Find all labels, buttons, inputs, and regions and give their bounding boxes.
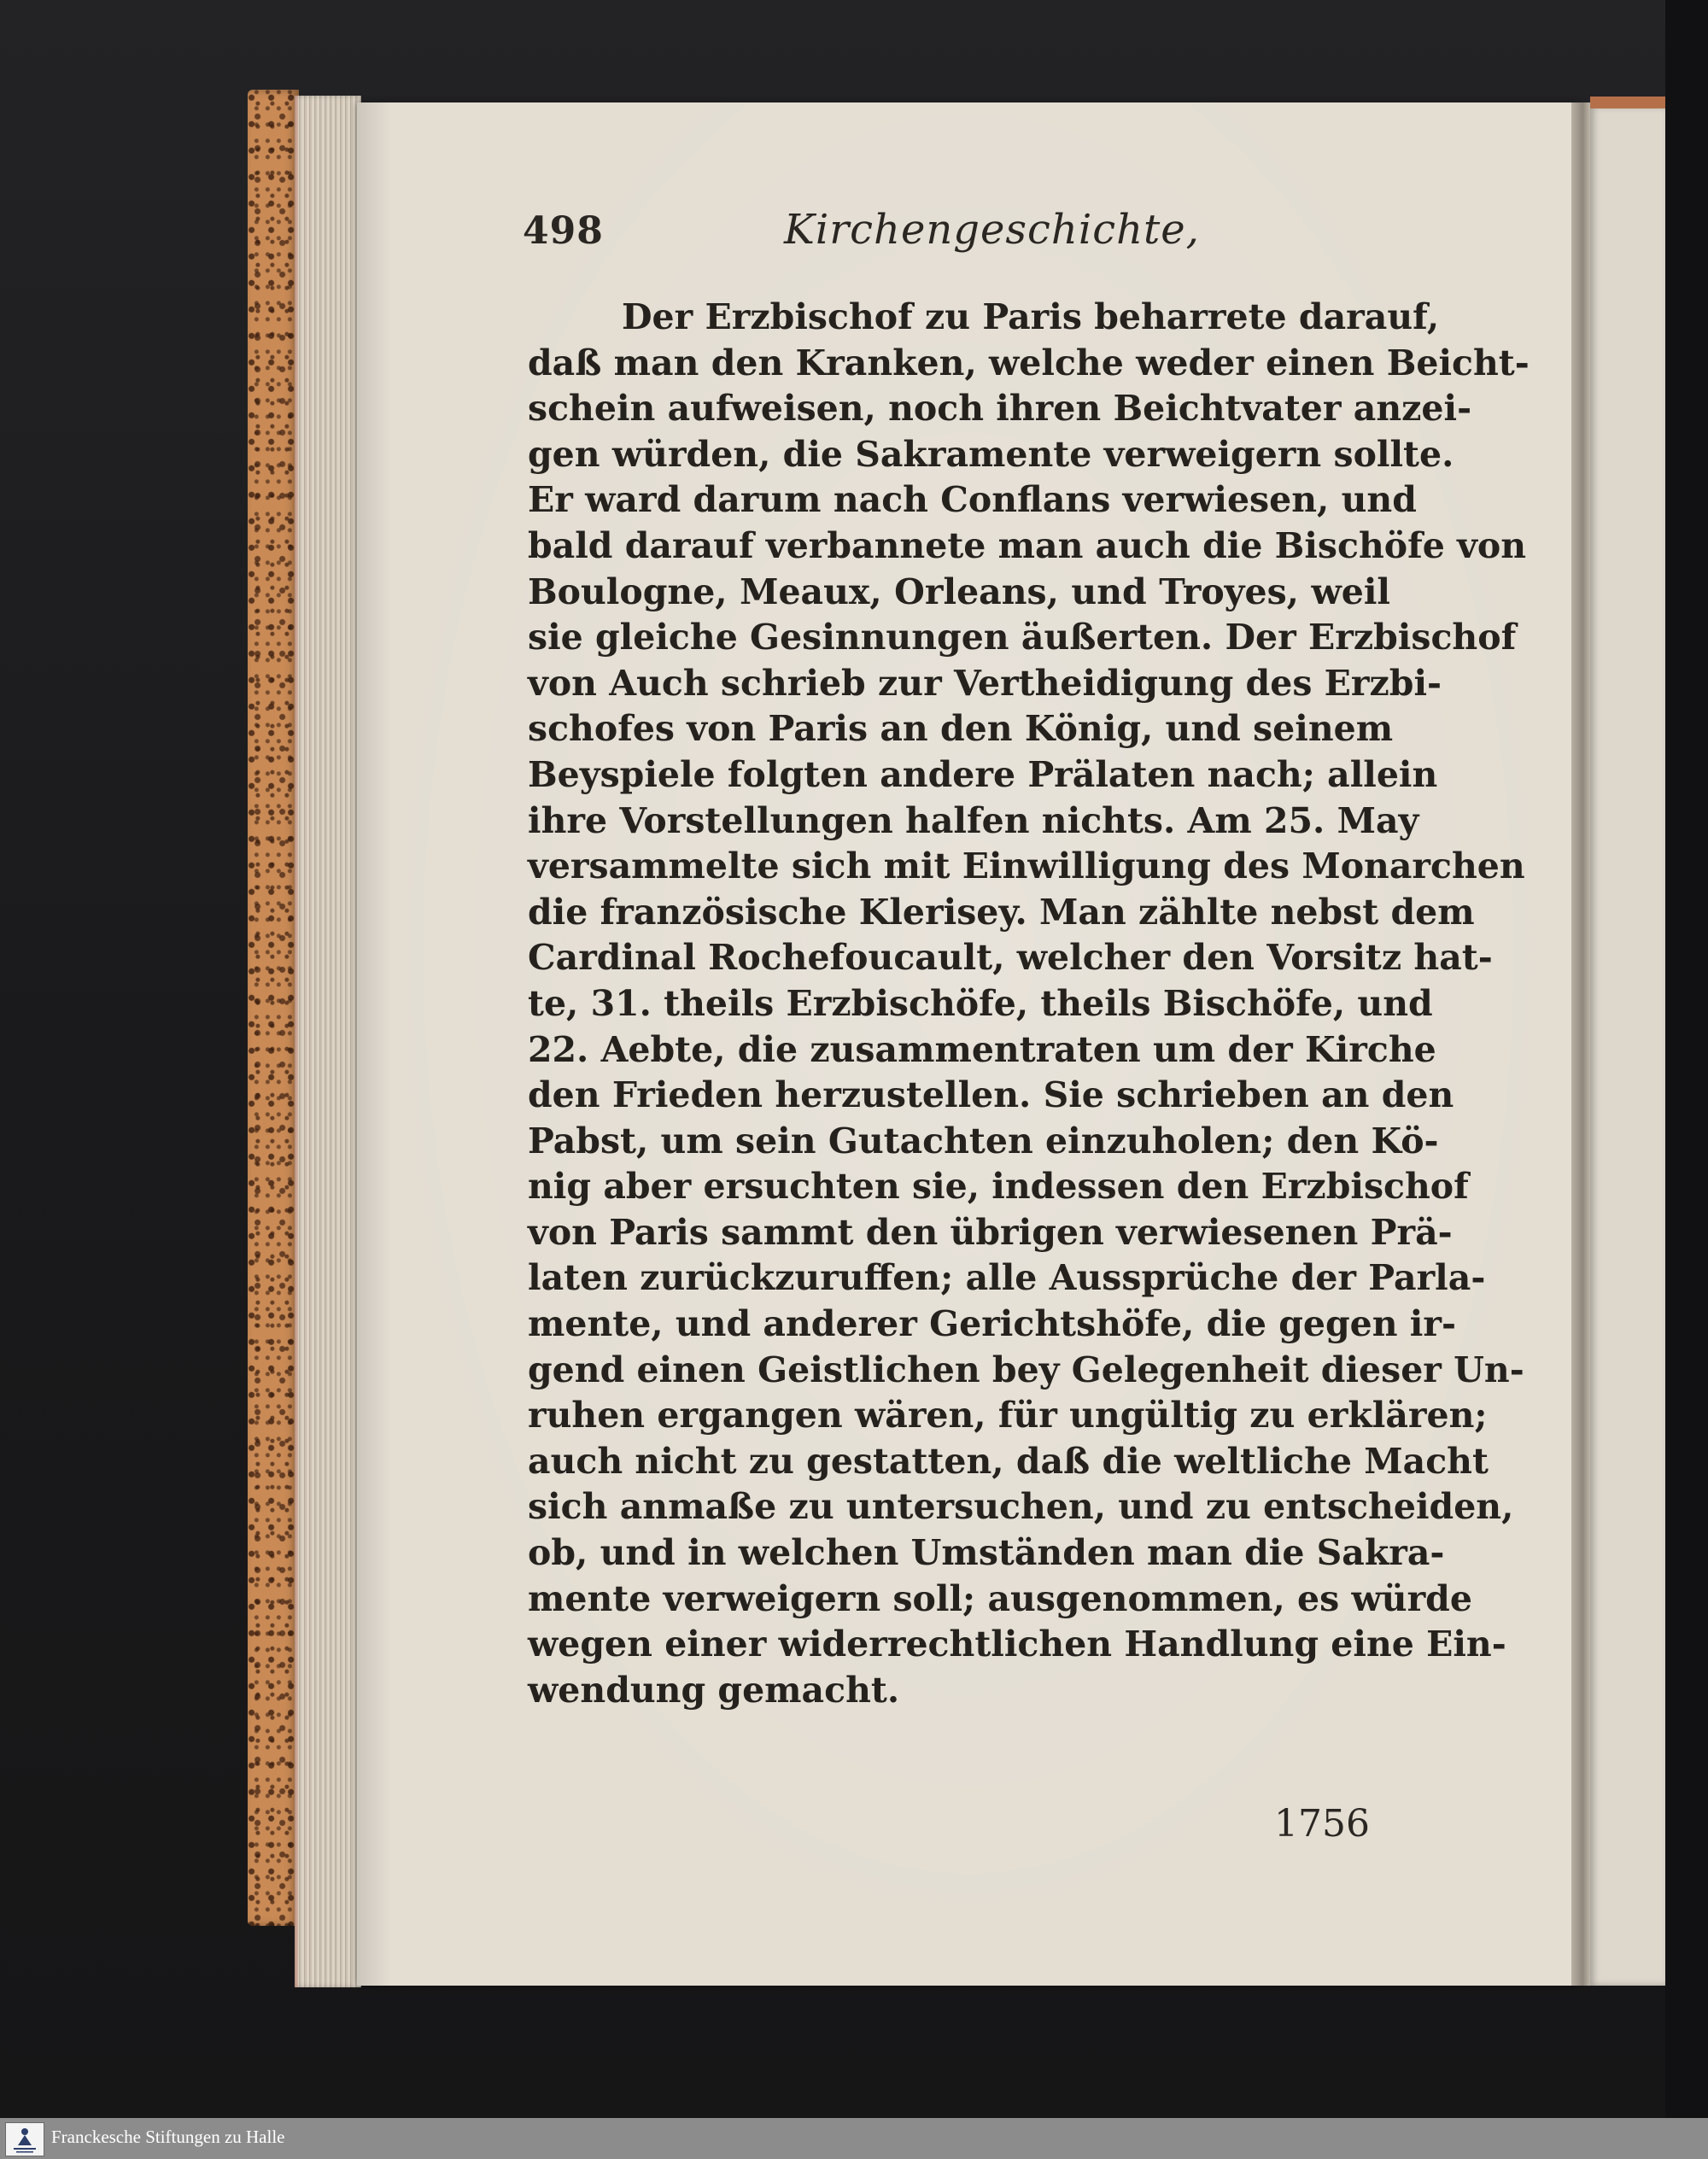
text-line: sie gleiche Gesinnungen äußerten. Der Erzbischof [528,617,1517,658]
text-line: Cardinal Rochefoucault, welcher den Vorsitz hat- [528,937,1493,979]
text-line: daß man den Kranken, welche weder einen Beicht- [528,342,1530,383]
text-line: bald darauf verbannete man auch die Bischöfe von [528,524,1527,566]
book-cover-edge [248,90,299,1926]
text-line: von Auch schrieb zur Vertheidigung des Erzbi- [528,662,1442,704]
backdrop-right-edge [1665,0,1708,2118]
text-line: Boulogne, Meaux, Orleans, und Troyes, weil [528,570,1390,612]
text-line: ob, und in welchen Umständen man die Sakra- [528,1532,1445,1574]
facing-page [1590,107,1665,1986]
text-line: Beyspiele folgten andere Prälaten nach; allein [528,753,1438,795]
text-line: nig aber ersuchten sie, indessen den Erzbischof [528,1166,1469,1208]
text-line: Der Erzbischof zu Paris beharrete darauf, [622,296,1440,337]
text-line: schofes von Paris an den König, und seinem [528,708,1394,750]
text-line: gend einen Geistlichen bey Gelegenheit dieser Un- [528,1349,1524,1390]
text-line: 22. Aebte, die zusammentraten um der Kirche [528,1028,1436,1070]
text-line: wendung gemacht. [528,1669,900,1711]
running-head: Kirchengeschichte, [784,206,1200,254]
text-line: Er ward darum nach Conflans verwiesen, und [528,479,1417,521]
text-line: gen würden, die Sakramente verweigern sollte. [528,433,1454,475]
text-line: Pabst, um sein Gutachten einzuholen; den Kö- [528,1120,1439,1161]
text-line: ruhen ergangen wären, für ungültig zu erklären; [528,1395,1488,1436]
body-text [528,295,1530,1713]
text-line: schein aufweisen, noch ihren Beichtvater anzei- [528,388,1472,430]
text-line: ihre Vorstellungen halfen nichts. Am 25. May [528,799,1419,841]
page-number: 498 [523,209,604,253]
text-line: auch nicht zu gestatten, daß die weltliche Macht [528,1440,1489,1482]
text-line: mente, und anderer Gerichtshöfe, die gegen ir- [528,1303,1456,1345]
book-gutter [1571,102,1592,1986]
catchword: 1756 [1274,1802,1370,1846]
text-line: den Frieden herzustellen. Sie schrieben an den [528,1074,1454,1116]
text-line: mente verweigern soll; ausgenommen, es würde [528,1577,1472,1619]
page-header [523,206,1377,269]
page-edges [295,96,361,1987]
footer-label: Franckesche Stiftungen zu Halle [51,2127,285,2147]
text-line: von Paris sammt den übrigen verwiesenen Prä- [528,1211,1453,1253]
text-line: wegen einer widerrechtlichen Handlung eine Ein- [528,1624,1506,1665]
facing-page-edge [1590,97,1665,108]
text-line: versammelte sich mit Einwilligung des Monarchen [528,845,1525,887]
franckesche-stiftungen-logo-icon [5,2122,44,2156]
text-line: laten zurückzuruffen; alle Aussprüche der Parla- [528,1257,1486,1299]
text-line: te, 31. theils Erzbischöfe, theils Bischöfe, und [528,982,1433,1024]
text-line: sich anmaße zu untersuchen, und zu entscheiden, [528,1486,1514,1528]
text-line: die französische Klerisey. Man zählte nebst dem [528,891,1475,933]
